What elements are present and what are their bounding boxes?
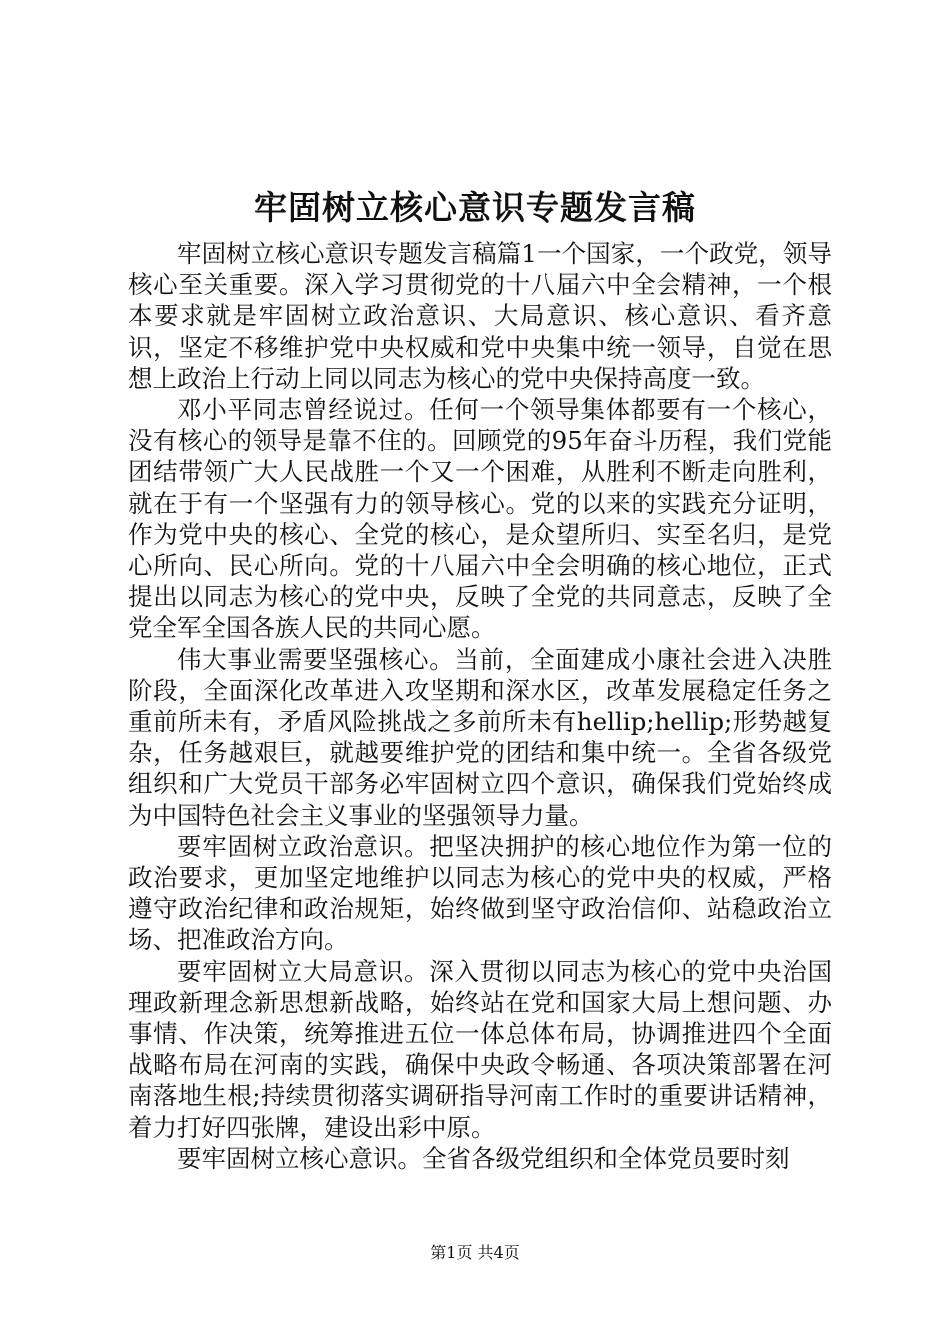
paragraph: 要牢固树立政治意识。把坚决拥护的核心地位作为第一位的政治要求，更加坚定地维护以同志为核心的党中央的权威，严格遵守政治纪律和政治规矩，始终做到坚守政治信仰、站稳政治立场、把准政治方向。 — [128, 831, 832, 955]
paragraph: 要牢固树立核心意识。全省各级党组织和全体党员要时刻 — [177, 1143, 790, 1173]
paragraph: 伟大事业需要坚强核心。当前，全面建成小康社会进入决胜阶段，全面深化改革进入攻坚期和深水区，改革发展稳定任务之重前所未有，矛盾风险挑战之多前所未有hellip;hellip;形势越复杂，任务越艰巨，就越要维护党的团结和集中统一。全省各级党组织和广大党员干部务必牢固树立四个意识，确保我们党始终成为中国特色社会主义事业的坚强领导力量。 — [128, 644, 832, 830]
document-title: 牢固树立核心意识专题发言稿 — [254, 188, 696, 227]
paragraph: 邓小平同志曾经说过。任何一个领导集体都要有一个核心，没有核心的领导是靠不住的。回顾党的95年奋斗历程，我们党能团结带领广大人民战胜一个又一个困难，从胜利不断走向胜利，就在于有一个坚强有力的领导核心。党的以来的实践充分证明，作为党中央的核心、全党的核心，是众望所归、实至名归，是党心所向、民心所向。党的十八届六中全会明确的核心地位，正式提出以同志为核心的党中央，反映了全党的共同意志，反映了全党全军全国各族人民的共同心愿。 — [128, 395, 832, 643]
paragraph: 要牢固树立大局意识。深入贯彻以同志为核心的党中央治国理政新理念新思想新战略，始终站在党和国家大局上想问题、办事情、作决策，统筹推进五位一体总体布局，协调推进四个全面战略布局在河南的实践，确保中央政令畅通、各项决策部署在河南落地生根;持续贯彻落实调研指导河南工作时的重要讲话精神，着力打好四张牌，建设出彩中原。 — [128, 956, 832, 1142]
document-body — [128, 238, 832, 1174]
page-number-footer: 第1页 共4页 — [430, 1243, 520, 1262]
paragraph: 牢固树立核心意识专题发言稿篇1一个国家，一个政党，领导核心至关重要。深入学习贯彻党的十八届六中全会精神，一个根本要求就是牢固树立政治意识、大局意识、核心意识、看齐意识，坚定不移维护党中央权威和党中央集中统一领导，自觉在思想上政治上行动上同以同志为核心的党中央保持高度一致。 — [128, 239, 832, 393]
